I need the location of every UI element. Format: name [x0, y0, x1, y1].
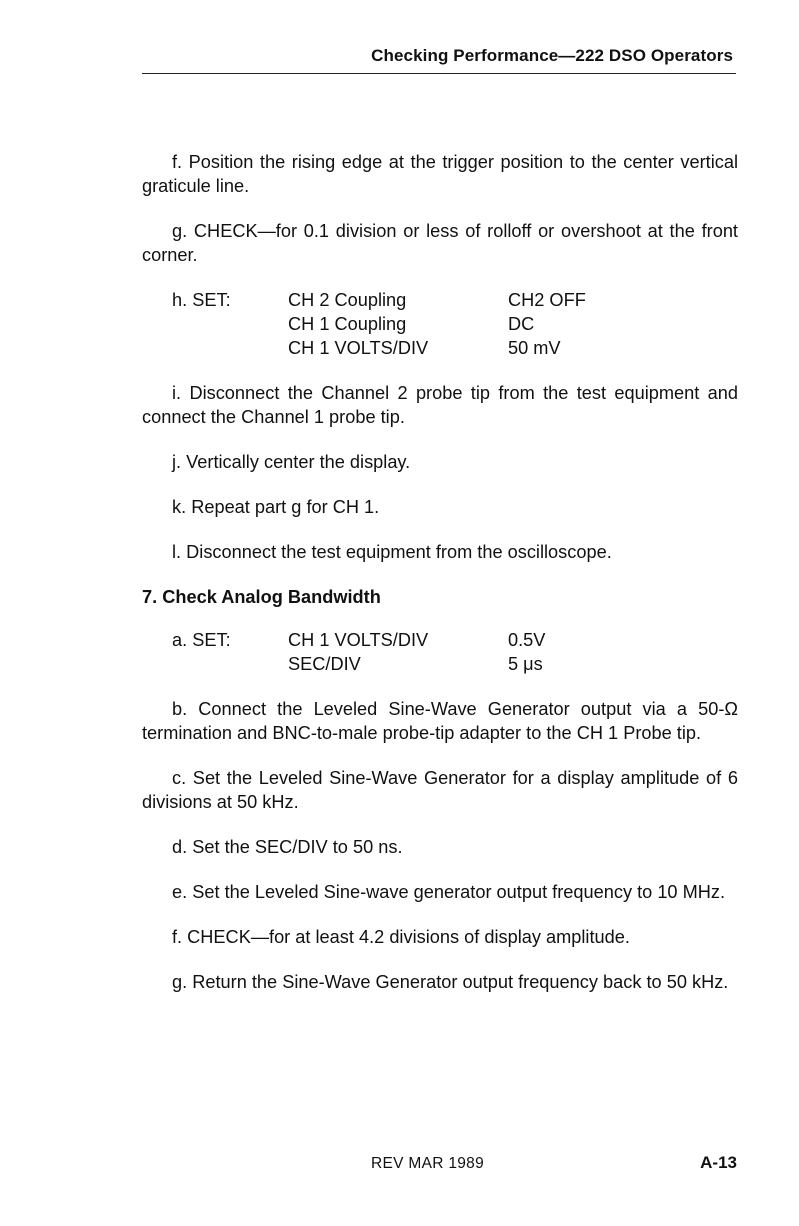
set-param: SEC/DIV — [288, 654, 361, 674]
step-g-return-frequency: g. Return the Sine-Wave Generator output frequency back to 50 kHz. — [172, 972, 729, 992]
header-title: Checking Performance—222 DSO Operators — [371, 46, 733, 65]
set-param: CH 1 Coupling — [288, 314, 407, 334]
set-param: CH 2 Coupling — [288, 290, 407, 310]
step-e-set-frequency: e. Set the Leveled Sine-wave generator output frequency to 10 MHz. — [172, 882, 726, 902]
header-rule — [142, 73, 736, 74]
set-label-spacer — [172, 336, 288, 360]
set-value: DC — [508, 314, 535, 334]
set-table-a — [172, 628, 738, 676]
set-value: 0.5V — [508, 630, 546, 650]
step-f-check-amplitude: f. CHECK—for at least 4.2 divisions of display amplitude. — [172, 927, 630, 947]
set-value: 50 mV — [508, 338, 561, 358]
step-g-check-rolloff: g. CHECK—for 0.1 division or less of rolloff or overshoot at the front corner. — [142, 221, 738, 265]
set-label-spacer — [172, 312, 288, 336]
step-l-disconnect: l. Disconnect the test equipment from the oscilloscope. — [172, 542, 612, 562]
page-content — [142, 150, 738, 1015]
set-row — [172, 312, 738, 336]
step-c-set-generator: c. Set the Leveled Sine-Wave Generator for a display amplitude of 6 divisions at 50 kHz. — [142, 768, 738, 812]
set-value: CH2 OFF — [508, 290, 586, 310]
step-k-repeat: k. Repeat part g for CH 1. — [172, 497, 380, 517]
section-heading: 7. Check Analog Bandwidth — [142, 587, 381, 607]
set-label: a. SET: — [172, 630, 231, 650]
set-row — [172, 628, 738, 652]
step-f-position: f. Position the rising edge at the trigger position to the center vertical graticule line. — [142, 152, 738, 196]
set-row — [172, 288, 738, 312]
set-table-h — [172, 288, 738, 360]
page-number: A-13 — [700, 1153, 737, 1172]
set-label: h. SET: — [172, 290, 231, 310]
step-d-set-secdiv: d. Set the SEC/DIV to 50 ns. — [172, 837, 403, 857]
set-param: CH 1 VOLTS/DIV — [288, 338, 429, 358]
revision-date: REV MAR 1989 — [371, 1155, 485, 1172]
step-j-center: j. Vertically center the display. — [172, 452, 411, 472]
set-row — [172, 652, 738, 676]
step-b-connect: b. Connect the Leveled Sine-Wave Generator output via a 50-Ω termination and BNC-to-male probe-tip adapter to the CH 1 Probe tip. — [142, 699, 738, 743]
set-value: 5 μs — [508, 654, 543, 674]
set-param: CH 1 VOLTS/DIV — [288, 630, 429, 650]
set-label-spacer — [172, 652, 288, 676]
set-row — [172, 336, 738, 360]
step-i-disconnect-ch2: i. Disconnect the Channel 2 probe tip from the test equipment and connect the Channel 1 probe tip. — [142, 383, 738, 427]
